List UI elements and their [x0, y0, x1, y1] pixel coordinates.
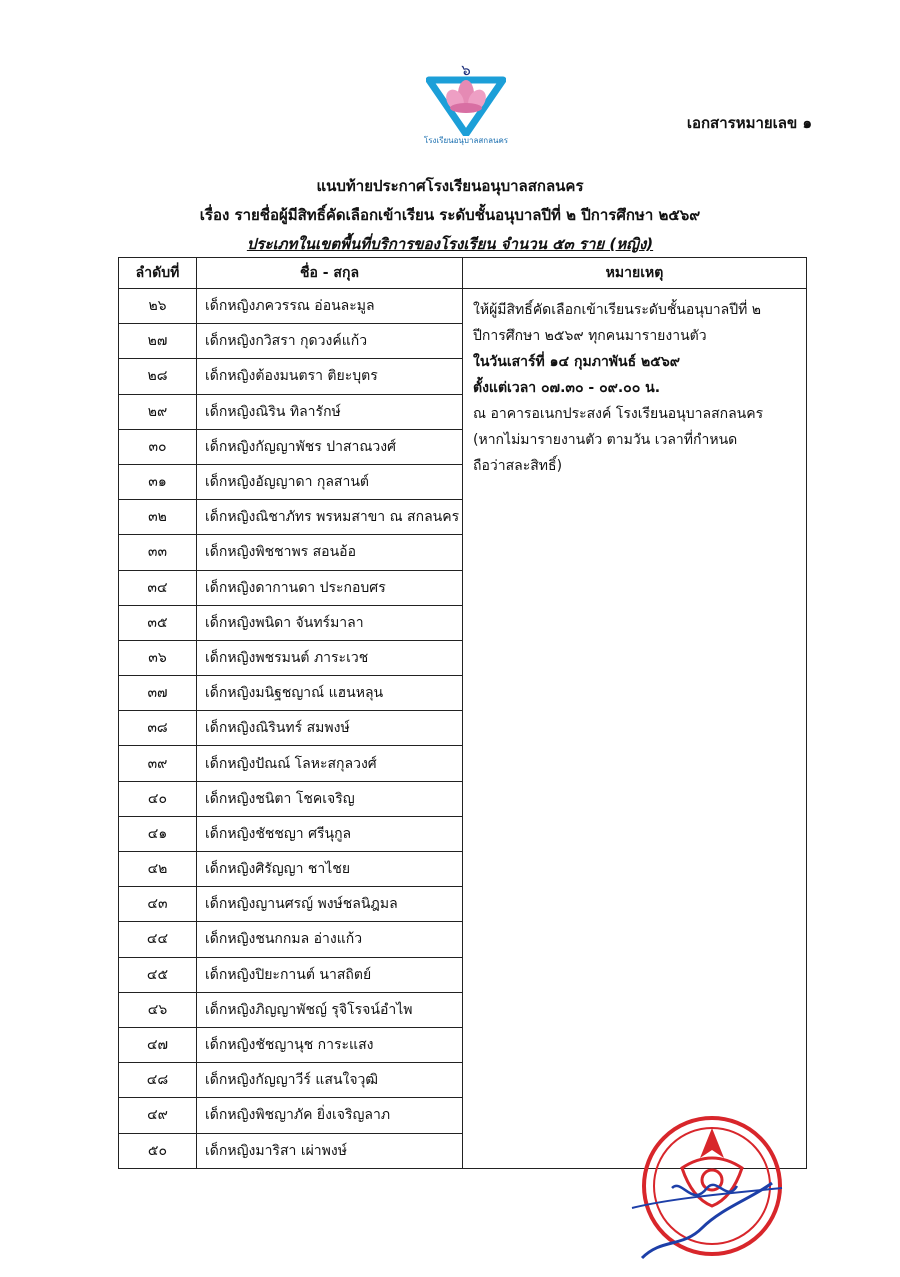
row-number: ๔๓ — [119, 887, 197, 922]
row-number: ๒๙ — [119, 394, 197, 429]
student-name: เด็กหญิงภิญญาพัชญ์ รุจิโรจน์อำไพ — [197, 992, 463, 1027]
header-remark: หมายเหตุ — [463, 258, 807, 289]
table-row — [119, 289, 807, 324]
student-list-table — [118, 257, 807, 1169]
row-number: ๔๗ — [119, 1027, 197, 1062]
remark-line4: ตั้งแต่เวลา ๐๗.๓๐ - ๐๙.๐๐ น. — [473, 380, 661, 396]
row-number: ๓๖ — [119, 640, 197, 675]
logo-caption: โรงเรียนอนุบาลสกลนคร — [423, 136, 509, 145]
student-name: เด็กหญิงชนกกมล อ่างแก้ว — [197, 922, 463, 957]
row-number: ๓๒ — [119, 500, 197, 535]
student-name: เด็กหญิงชนิตา โชคเจริญ — [197, 781, 463, 816]
school-logo — [420, 58, 512, 160]
row-number: ๔๘ — [119, 1063, 197, 1098]
remark-line5: ณ อาคารอเนกประสงค์ โรงเรียนอนุบาลสกลนคร — [473, 406, 764, 422]
student-name: เด็กหญิงปัณณ์ โลหะสกุลวงศ์ — [197, 746, 463, 781]
row-number: ๓๕ — [119, 605, 197, 640]
row-number: ๔๙ — [119, 1098, 197, 1133]
row-number: ๒๘ — [119, 359, 197, 394]
remark-line6: (หากไม่มารายงานตัว ตามวัน เวลาที่กำหนด — [473, 432, 738, 448]
header-name: ชื่อ - สกุล — [197, 258, 463, 289]
student-name: เด็กหญิงมาริสา เผ่าพงษ์ — [197, 1133, 463, 1168]
student-name: เด็กหญิงกวิสรา กุดวงค์แก้ว — [197, 324, 463, 359]
row-number: ๓๑ — [119, 464, 197, 499]
student-name: เด็กหญิงญานศรญ์ พงษ์ชลนิฎมล — [197, 887, 463, 922]
remark-line1: ให้ผู้มีสิทธิ์คัดเลือกเข้าเรียนระดับชั้นอนุบาลปีที่ ๒ — [473, 302, 762, 318]
row-number: ๔๕ — [119, 957, 197, 992]
row-number: ๓๘ — [119, 711, 197, 746]
heading-line3: ประเภทในเขตพื้นที่บริการของโรงเรียน จำนวน ๕๓ ราย (หญิง) — [246, 235, 654, 253]
row-number: ๔๑ — [119, 816, 197, 851]
row-number: ๔๔ — [119, 922, 197, 957]
student-name: เด็กหญิงณิริน ทิลารักษ์ — [197, 394, 463, 429]
row-number: ๓๗ — [119, 676, 197, 711]
student-name: เด็กหญิงมนิฐชญาณ์ แฮนหลุน — [197, 676, 463, 711]
table-header-row — [119, 258, 807, 289]
row-number: ๓๙ — [119, 746, 197, 781]
student-name: เด็กหญิงชัชญานุช การะแสง — [197, 1027, 463, 1062]
row-number: ๓๐ — [119, 429, 197, 464]
student-name: เด็กหญิงณิรินทร์ สมพงษ์ — [197, 711, 463, 746]
logo-number: ๖ — [461, 61, 471, 79]
lotus-triangle-icon — [426, 72, 506, 136]
student-name: เด็กหญิงต้องมนตรา ติยะบุตร — [197, 359, 463, 394]
student-name: เด็กหญิงพิชญาภัค ยิ่งเจริญลาภ — [197, 1098, 463, 1133]
student-name: เด็กหญิงดากานดา ประกอบศร — [197, 570, 463, 605]
student-name: เด็กหญิงพิชชาพร สอนอ้อ — [197, 535, 463, 570]
row-number: ๔๒ — [119, 852, 197, 887]
student-name: เด็กหญิงณิชาภัทร พรหมสาขา ณ สกลนคร — [197, 500, 463, 535]
student-name: เด็กหญิงพนิดา จันทร์มาลา — [197, 605, 463, 640]
row-number: ๔๐ — [119, 781, 197, 816]
student-name: เด็กหญิงศิรัญญา ชาไชย — [197, 852, 463, 887]
remark-cell — [463, 289, 807, 1169]
student-name: เด็กหญิงภควรรณ อ่อนละมูล — [197, 289, 463, 324]
row-number: ๔๖ — [119, 992, 197, 1027]
student-name: เด็กหญิงปิยะกานต์ นาสถิตย์ — [197, 957, 463, 992]
heading-line2: เรื่อง รายชื่อผู้มีสิทธิ์คัดเลือกเข้าเรียน ระดับชั้นอนุบาลปีที่ ๒ ปีการศึกษา ๒๕๖๙ — [199, 206, 701, 224]
student-name: เด็กหญิงพชรมนต์ ภาระเวช — [197, 640, 463, 675]
row-number: ๓๓ — [119, 535, 197, 570]
header-order: ลำดับที่ — [119, 258, 197, 289]
student-name: เด็กหญิงกัญญาวีร์ แสนใจวุฒิ — [197, 1063, 463, 1098]
heading-line1: แนบท้ายประกาศโรงเรียนอนุบาลสกลนคร — [316, 177, 584, 195]
document-number: เอกสารหมายเลข ๑ — [686, 114, 812, 132]
row-number: ๓๔ — [119, 570, 197, 605]
row-number: ๕๐ — [119, 1133, 197, 1168]
student-name: เด็กหญิงชัชชญา ศรีนุกูล — [197, 816, 463, 851]
row-number: ๒๗ — [119, 324, 197, 359]
student-name: เด็กหญิงอัญญาดา กุลสานต์ — [197, 464, 463, 499]
remark-line2: ปีการศึกษา ๒๕๖๙ ทุกคนมารายงานตัว — [473, 328, 707, 344]
student-name: เด็กหญิงกัญญาพัชร ปาสาณวงศ์ — [197, 429, 463, 464]
remark-line3: ในวันเสาร์ที่ ๑๔ กุมภาพันธ์ ๒๕๖๙ — [473, 354, 680, 370]
remark-line7: ถือว่าสละสิทธิ์) — [473, 458, 563, 474]
school-seal-with-signature — [612, 1088, 794, 1274]
row-number: ๒๖ — [119, 289, 197, 324]
